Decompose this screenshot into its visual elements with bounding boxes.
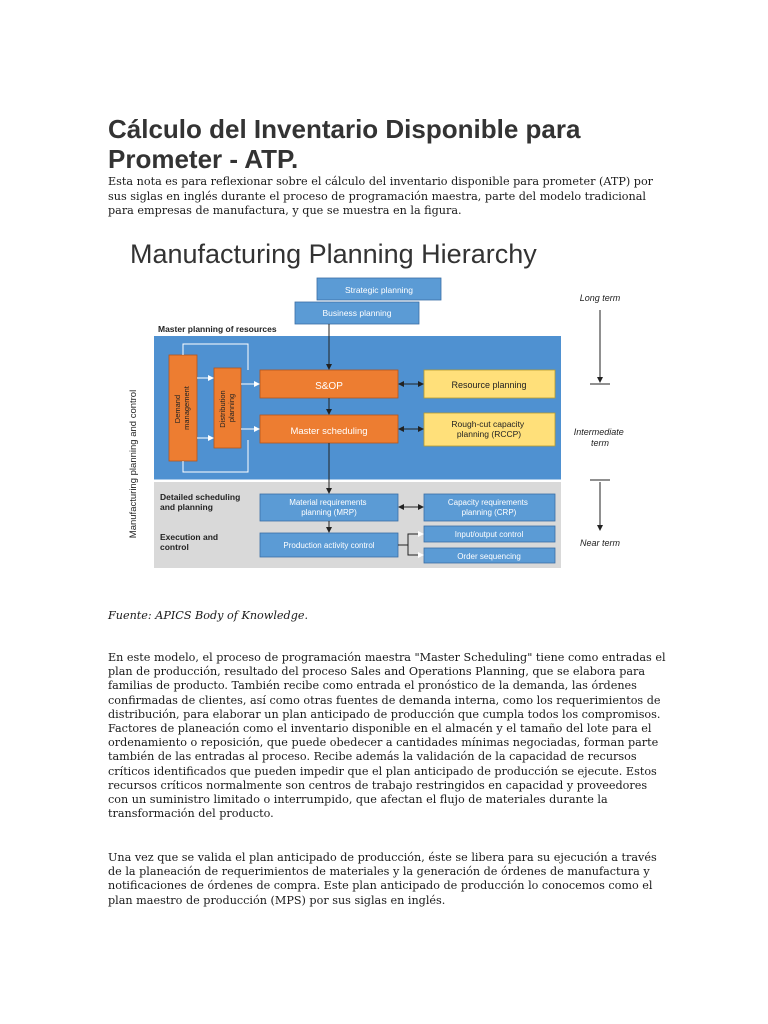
distribution-planning-label: Distribution planning	[218, 390, 236, 428]
near-term-label: Near term	[579, 538, 621, 548]
execution-control-label: Execution and control	[160, 532, 219, 552]
article-title: Cálculo del Inventario Disponible para Prometer - ATP.	[108, 114, 581, 174]
master-planning-label: Master planning of resources	[158, 324, 277, 334]
figure-vertical-label: Manufacturing planning and control	[128, 389, 139, 539]
business-planning-label: Business planning	[322, 308, 392, 318]
strategic-planning-label: Strategic planning	[344, 285, 414, 295]
body-paragraph-1: En este modelo, el proceso de programación maestra "Master Scheduling" tiene como entradas el plan de producción, resultado del proceso Sales and Operations Planning, que se elabora para familias de producto. También recibe como entrada el pronóstico de la demanda, las órdenes confirmadas de clientes, así como otras fuentes de demanda interna, como los requerimientos de distribución, para elaborar un plan anticipado de producción que cumpla todos los compromisos. Factores de planeación como el inventario disponible en el almacén y el tamaño del lote para el ordenamiento o reposición, que puede obedecer a cantidades mínimas negociadas, forman parte también de las entradas al proceso. Recibe además la validación de la capacidad de recursos críticos identificados que pueden impedir que el plan anticipado de producción se ejecute. Estos recursos críticos normalmente son centros de trabajo restringidos en capacidad y proveedores con un suministro limitado o interrumpido, que afectan el flujo de materiales durante la transformación del producto.	[108, 651, 666, 821]
order-sequencing-label: Order sequencing	[457, 552, 521, 561]
rccp-label: Rough-cut capacity planning (RCCP)	[451, 419, 525, 439]
long-term-label: Long term	[579, 293, 621, 303]
crp-label: Capacity requirements planning (CRP)	[447, 498, 528, 517]
detailed-scheduling-label: Detailed scheduling and planning	[160, 492, 241, 512]
sop-label: S&OP	[315, 381, 343, 392]
intro-paragraph: Esta nota es para reflexionar sobre el cálculo del inventario disponible para prometer (ATP) por sus siglas en inglés durante el proceso de programación maestra, parte del modelo tradicional para empresas de manufactura, y que se muestra en la figura.	[108, 175, 654, 217]
figure-heading: Manufacturing Planning Hierarchy	[130, 239, 537, 269]
hierarchy-diagram	[108, 228, 668, 580]
intermediate-term-label: Intermediate term	[573, 427, 624, 448]
mrp-label: Material requirements planning (MRP)	[289, 498, 367, 517]
body-paragraph-2: Una vez que se valida el plan anticipado de producción, éste se libera para su ejecución a través de la planeación de requerimientos de materiales y la generación de órdenes de manufactura y notificaciones de órdenes de compra. Este plan anticipado de producción lo conocemos como el plan maestro de producción (MPS) por sus siglas en inglés.	[108, 851, 657, 907]
figure-source: Fuente: APICS Body of Knowledge.	[108, 609, 309, 622]
demand-management-label: Demand management	[173, 386, 191, 430]
resource-planning-label: Resource planning	[451, 380, 527, 390]
input-output-label: Input/output control	[454, 530, 524, 539]
production-activity-label: Production activity control	[283, 541, 375, 550]
manufacturing-planning-hierarchy-figure	[108, 228, 668, 580]
master-scheduling-label: Master scheduling	[290, 426, 368, 437]
